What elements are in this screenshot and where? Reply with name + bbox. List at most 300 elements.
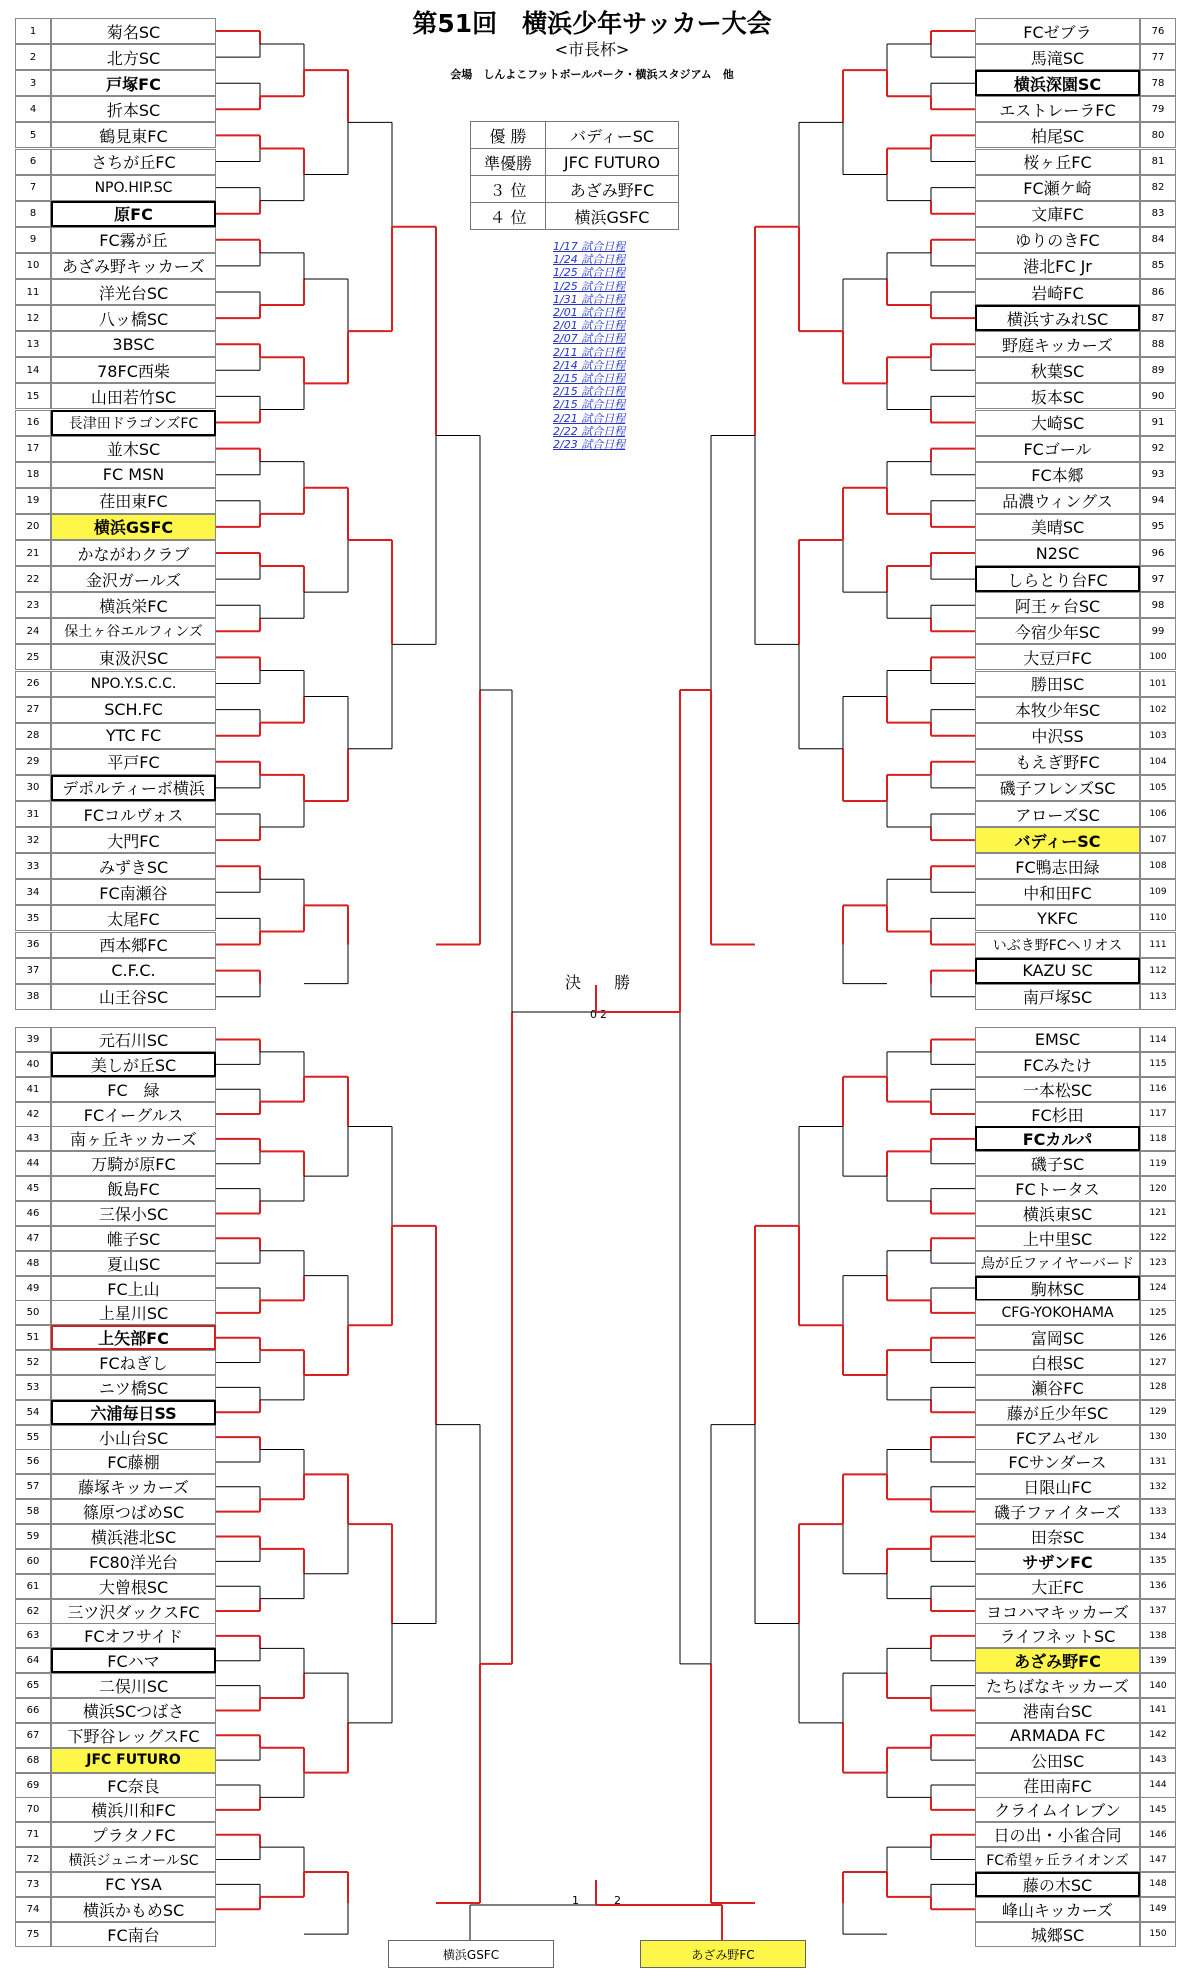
team-number: 38 [15, 984, 51, 1010]
schedule-link[interactable]: 2/01 試合日程 [553, 319, 626, 333]
result-row: ３ 位 あざみ野FC [471, 176, 679, 203]
team-name: 三保小SC [51, 1201, 216, 1226]
third-place-left-team: 横浜GSFC [388, 1940, 554, 1968]
team-name: FC奈良 [51, 1773, 216, 1798]
team-number: 55 [15, 1425, 51, 1450]
result-row: 優 勝 バディーSC [471, 122, 679, 149]
team-number: 105 [1140, 775, 1176, 801]
team-name: 品濃ウィングス [975, 488, 1140, 514]
team-name: 本牧少年SC [975, 697, 1140, 723]
team-name: FC MSN [51, 462, 216, 488]
team-number: 114 [1140, 1027, 1176, 1052]
schedule-link[interactable]: 2/01 試合日程 [553, 306, 626, 320]
team-number: 113 [1140, 984, 1176, 1010]
team-name: あざみ野FC [975, 1648, 1140, 1673]
team-name: 富岡SC [975, 1325, 1140, 1350]
team-name: NPO.HIP.SC [51, 175, 216, 201]
team-number: 10 [15, 253, 51, 279]
team-number: 132 [1140, 1474, 1176, 1499]
team-name: FCハマ [51, 1648, 216, 1673]
team-name: 藤の木SC [975, 1872, 1140, 1897]
team-number: 68 [15, 1748, 51, 1773]
team-name: 菊名SC [51, 18, 216, 44]
team-number: 127 [1140, 1350, 1176, 1375]
team-name: FC南台 [51, 1922, 216, 1947]
team-name: 上矢部FC [51, 1325, 216, 1350]
team-name: 上星川SC [51, 1300, 216, 1325]
team-number: 34 [15, 879, 51, 905]
team-name: 田奈SC [975, 1524, 1140, 1549]
team-number: 41 [15, 1077, 51, 1102]
team-name: SCH.FC [51, 697, 216, 723]
team-name: 鶴見東FC [51, 122, 216, 148]
team-number: 17 [15, 436, 51, 462]
team-number: 67 [15, 1723, 51, 1748]
team-name: FC南瀬谷 [51, 879, 216, 905]
team-name: 桜ヶ丘FC [975, 149, 1140, 175]
team-name: FCゴール [975, 436, 1140, 462]
team-name: 瀬谷FC [975, 1375, 1140, 1400]
team-name: 大曾根SC [51, 1574, 216, 1599]
team-number: 110 [1140, 905, 1176, 931]
team-name: しらとり台FC [975, 566, 1140, 592]
team-number: 137 [1140, 1599, 1176, 1624]
team-name: 日限山FC [975, 1474, 1140, 1499]
team-number: 22 [15, 566, 51, 592]
team-number: 11 [15, 279, 51, 305]
team-number: 30 [15, 775, 51, 801]
team-name: 北方SC [51, 44, 216, 70]
team-number: 106 [1140, 801, 1176, 827]
team-name: 勝田SC [975, 671, 1140, 697]
team-number: 95 [1140, 514, 1176, 540]
team-name: 下野谷レッグスFC [51, 1723, 216, 1748]
team-name: 中沢SS [975, 723, 1140, 749]
team-name: FC上山 [51, 1276, 216, 1301]
team-number: 142 [1140, 1723, 1176, 1748]
team-name: 白根SC [975, 1350, 1140, 1375]
team-name: EMSC [975, 1027, 1140, 1052]
team-name: 大正FC [975, 1574, 1140, 1599]
team-number: 33 [15, 853, 51, 879]
schedule-link[interactable]: 2/15 試合日程 [553, 385, 626, 399]
team-name: KAZU SC [975, 958, 1140, 984]
team-number: 138 [1140, 1623, 1176, 1648]
team-number: 12 [15, 305, 51, 331]
team-name: ライフネットSC [975, 1623, 1140, 1648]
team-name: 今宿少年SC [975, 618, 1140, 644]
team-name: 洋光台SC [51, 279, 216, 305]
team-name: みずきSC [51, 853, 216, 879]
team-number: 57 [15, 1474, 51, 1499]
team-number: 65 [15, 1673, 51, 1698]
team-number: 8 [15, 201, 51, 227]
team-number: 93 [1140, 462, 1176, 488]
team-name: FCイーグルス [51, 1102, 216, 1127]
page-subtitle: <市長杯> [554, 40, 630, 59]
schedule-link[interactable]: 2/07 試合日程 [553, 332, 626, 346]
team-number: 145 [1140, 1797, 1176, 1822]
team-number: 141 [1140, 1698, 1176, 1723]
team-name: 夏山SC [51, 1251, 216, 1276]
team-number: 120 [1140, 1176, 1176, 1201]
team-number: 115 [1140, 1052, 1176, 1077]
team-name: 峰山キッカーズ [975, 1897, 1140, 1922]
team-number: 148 [1140, 1872, 1176, 1897]
team-number: 56 [15, 1449, 51, 1474]
team-name: 野庭キッカーズ [975, 331, 1140, 357]
team-number: 125 [1140, 1300, 1176, 1325]
team-name: 六浦毎日SS [51, 1400, 216, 1425]
team-number: 66 [15, 1698, 51, 1723]
team-name: プラタノFC [51, 1822, 216, 1847]
team-name: 東汲沢SC [51, 644, 216, 670]
team-name: アローズSC [975, 801, 1140, 827]
team-number: 13 [15, 331, 51, 357]
team-name: FC YSA [51, 1872, 216, 1897]
team-name: FC 緑 [51, 1077, 216, 1102]
team-number: 143 [1140, 1748, 1176, 1773]
team-number: 76 [1140, 18, 1176, 44]
team-name: 駒林SC [975, 1276, 1140, 1301]
team-number: 72 [15, 1847, 51, 1872]
team-number: 42 [15, 1102, 51, 1127]
team-name: サザンFC [975, 1549, 1140, 1574]
team-number: 144 [1140, 1773, 1176, 1798]
team-name: たちばなキッカーズ [975, 1673, 1140, 1698]
team-number: 27 [15, 697, 51, 723]
team-name: 馬滝SC [975, 44, 1140, 70]
team-number: 14 [15, 357, 51, 383]
team-number: 81 [1140, 149, 1176, 175]
team-number: 31 [15, 801, 51, 827]
team-name: 横浜かもめSC [51, 1897, 216, 1922]
team-name: 荏田東FC [51, 488, 216, 514]
team-number: 36 [15, 932, 51, 958]
team-number: 4 [15, 96, 51, 122]
team-number: 26 [15, 671, 51, 697]
team-number: 83 [1140, 201, 1176, 227]
team-number: 52 [15, 1350, 51, 1375]
schedule-link[interactable]: 1/25 試合日程 [553, 266, 626, 280]
team-number: 32 [15, 827, 51, 853]
team-number: 45 [15, 1176, 51, 1201]
team-number: 39 [15, 1027, 51, 1052]
team-name: バディーSC [975, 827, 1140, 853]
team-name: 鳥が丘ファイヤーバード [975, 1251, 1140, 1276]
team-number: 140 [1140, 1673, 1176, 1698]
team-number: 124 [1140, 1276, 1176, 1301]
team-name: CFG-YOKOHAMA [975, 1300, 1140, 1325]
final-label: 決 勝 [565, 973, 645, 992]
team-number: 80 [1140, 122, 1176, 148]
team-name: FC霧が丘 [51, 227, 216, 253]
team-number: 21 [15, 540, 51, 566]
team-name: 磯子SC [975, 1151, 1140, 1176]
team-name: 磯子ファイターズ [975, 1499, 1140, 1524]
team-name: 二俣川SC [51, 1673, 216, 1698]
team-number: 107 [1140, 827, 1176, 853]
team-number: 111 [1140, 932, 1176, 958]
schedule-link[interactable]: 2/21 試合日程 [553, 411, 626, 425]
team-name: 西本郷FC [51, 932, 216, 958]
team-name: 並木SC [51, 436, 216, 462]
team-number: 58 [15, 1499, 51, 1524]
team-number: 100 [1140, 644, 1176, 670]
team-name: 港北FC Jr [975, 253, 1140, 279]
team-name: FCオフサイド [51, 1623, 216, 1648]
team-number: 74 [15, 1897, 51, 1922]
team-number: 103 [1140, 723, 1176, 749]
schedule-link[interactable]: 2/15 試合日程 [553, 398, 626, 412]
team-name: FC杉田 [975, 1102, 1140, 1127]
team-name: あざみ野キッカーズ [51, 253, 216, 279]
team-name: 折本SC [51, 96, 216, 122]
team-name: クライムイレブン [975, 1797, 1140, 1822]
team-number: 89 [1140, 357, 1176, 383]
team-name: FCゼブラ [975, 18, 1140, 44]
page-title: 第51回 横浜少年サッカー大会 [412, 9, 772, 38]
team-name: 藤塚キッカーズ [51, 1474, 216, 1499]
team-name: 文庫FC [975, 201, 1140, 227]
team-number: 46 [15, 1201, 51, 1226]
team-name: 長津田ドラゴンズFC [51, 410, 216, 436]
team-name: もえぎ野FC [975, 749, 1140, 775]
team-name: FC希望ヶ丘ライオンズ [975, 1847, 1140, 1872]
schedule-link[interactable]: 2/22 試合日程 [553, 424, 626, 438]
team-name: 3BSC [51, 331, 216, 357]
team-number: 147 [1140, 1847, 1176, 1872]
team-number: 75 [15, 1922, 51, 1947]
team-name: 柏尾SC [975, 122, 1140, 148]
team-name: 八ッ橋SC [51, 305, 216, 331]
team-name: FC瀬ケ崎 [975, 175, 1140, 201]
team-name: 横浜GSFC [51, 514, 216, 540]
schedule-link[interactable]: 2/15 試合日程 [553, 372, 626, 386]
team-name: 磯子フレンズSC [975, 775, 1140, 801]
team-name: 元石川SC [51, 1027, 216, 1052]
team-name: 大門FC [51, 827, 216, 853]
team-name: 帷子SC [51, 1226, 216, 1251]
team-number: 59 [15, 1524, 51, 1549]
team-name: 三ツ沢ダックスFC [51, 1599, 216, 1624]
team-name: 戸塚FC [51, 70, 216, 96]
team-number: 97 [1140, 566, 1176, 592]
team-number: 146 [1140, 1822, 1176, 1847]
team-number: 24 [15, 618, 51, 644]
team-name: 飯島FC [51, 1176, 216, 1201]
team-number: 82 [1140, 175, 1176, 201]
team-name: FC80洋光台 [51, 1549, 216, 1574]
team-number: 112 [1140, 958, 1176, 984]
team-name: かながわクラブ [51, 540, 216, 566]
team-name: 平戸FC [51, 749, 216, 775]
team-number: 71 [15, 1822, 51, 1847]
team-number: 37 [15, 958, 51, 984]
team-name: 城郷SC [975, 1922, 1140, 1947]
team-number: 118 [1140, 1126, 1176, 1151]
team-number: 16 [15, 410, 51, 436]
team-number: 48 [15, 1251, 51, 1276]
team-name: ニツ橋SC [51, 1375, 216, 1400]
team-name: さちが丘FC [51, 149, 216, 175]
team-number: 53 [15, 1375, 51, 1400]
team-number: 109 [1140, 879, 1176, 905]
team-name: NPO.Y.S.C.C. [51, 671, 216, 697]
final-score-right: 2 [600, 1008, 607, 1021]
team-name: 横浜ジュニオールSC [51, 1847, 216, 1872]
team-name: N2SC [975, 540, 1140, 566]
final-score-left: 0 [590, 1008, 597, 1021]
third-place-right-score: 2 [614, 1894, 621, 1907]
team-number: 135 [1140, 1549, 1176, 1574]
team-number: 84 [1140, 227, 1176, 253]
team-number: 96 [1140, 540, 1176, 566]
team-name: FC藤棚 [51, 1449, 216, 1474]
team-name: 山田若竹SC [51, 383, 216, 409]
team-number: 121 [1140, 1201, 1176, 1226]
team-number: 102 [1140, 697, 1176, 723]
team-name: 一本松SC [975, 1077, 1140, 1102]
team-number: 44 [15, 1151, 51, 1176]
team-name: 公田SC [975, 1748, 1140, 1773]
team-number: 94 [1140, 488, 1176, 514]
schedule-link[interactable]: 1/24 試合日程 [553, 253, 626, 267]
team-number: 90 [1140, 383, 1176, 409]
team-name: 大崎SC [975, 410, 1140, 436]
team-number: 15 [15, 383, 51, 409]
team-name: 横浜すみれSC [975, 305, 1140, 331]
team-name: 秋葉SC [975, 357, 1140, 383]
team-name: 荏田南FC [975, 1773, 1140, 1798]
team-number: 60 [15, 1549, 51, 1574]
team-number: 85 [1140, 253, 1176, 279]
team-number: 119 [1140, 1151, 1176, 1176]
team-number: 104 [1140, 749, 1176, 775]
team-name: ARMADA FC [975, 1723, 1140, 1748]
team-name: 横浜川和FC [51, 1797, 216, 1822]
team-name: 南ヶ丘キッカーズ [51, 1126, 216, 1151]
team-number: 54 [15, 1400, 51, 1425]
team-name: FCねぎし [51, 1350, 216, 1375]
team-number: 122 [1140, 1226, 1176, 1251]
team-number: 3 [15, 70, 51, 96]
team-number: 73 [15, 1872, 51, 1897]
team-name: 港南台SC [975, 1698, 1140, 1723]
team-name: YTC FC [51, 723, 216, 749]
team-number: 99 [1140, 618, 1176, 644]
team-number: 7 [15, 175, 51, 201]
team-name: 万騎が原FC [51, 1151, 216, 1176]
team-number: 49 [15, 1276, 51, 1301]
schedule-link[interactable]: 2/11 試合日程 [553, 345, 626, 359]
team-name: 山王谷SC [51, 984, 216, 1010]
team-number: 43 [15, 1126, 51, 1151]
team-number: 126 [1140, 1325, 1176, 1350]
team-name: C.F.C. [51, 958, 216, 984]
team-name: 岩崎FC [975, 279, 1140, 305]
team-name: 篠原つばめSC [51, 1499, 216, 1524]
team-number: 79 [1140, 96, 1176, 122]
team-number: 108 [1140, 853, 1176, 879]
team-number: 98 [1140, 592, 1176, 618]
team-name: 78FC西柴 [51, 357, 216, 383]
team-name: 美晴SC [975, 514, 1140, 540]
team-name: いぶき野FCヘリオス [975, 932, 1140, 958]
team-number: 91 [1140, 410, 1176, 436]
team-name: FCトータス [975, 1176, 1140, 1201]
team-name: 坂本SC [975, 383, 1140, 409]
team-number: 29 [15, 749, 51, 775]
team-number: 133 [1140, 1499, 1176, 1524]
team-number: 63 [15, 1623, 51, 1648]
team-number: 47 [15, 1226, 51, 1251]
team-name: 金沢ガールズ [51, 566, 216, 592]
team-number: 134 [1140, 1524, 1176, 1549]
team-number: 18 [15, 462, 51, 488]
team-number: 139 [1140, 1648, 1176, 1673]
team-number: 28 [15, 723, 51, 749]
third-place-left-score: 1 [572, 1894, 579, 1907]
team-number: 62 [15, 1599, 51, 1624]
team-number: 19 [15, 488, 51, 514]
team-name: 藤が丘少年SC [975, 1400, 1140, 1425]
team-number: 25 [15, 644, 51, 670]
team-number: 130 [1140, 1425, 1176, 1450]
team-name: 横浜港北SC [51, 1524, 216, 1549]
team-number: 40 [15, 1052, 51, 1077]
team-name: 横浜SCつばさ [51, 1698, 216, 1723]
team-name: 横浜栄FC [51, 592, 216, 618]
team-name: 中和田FC [975, 879, 1140, 905]
team-number: 136 [1140, 1574, 1176, 1599]
team-number: 9 [15, 227, 51, 253]
team-name: 原FC [51, 201, 216, 227]
schedule-link[interactable]: 1/25 試合日程 [553, 279, 626, 293]
schedule-link[interactable]: 1/31 試合日程 [553, 292, 626, 306]
team-name: FCコルヴォス [51, 801, 216, 827]
result-row: 準優勝 JFC FUTURO [471, 149, 679, 176]
team-name: FCカルパ [975, 1126, 1140, 1151]
team-number: 61 [15, 1574, 51, 1599]
team-number: 23 [15, 592, 51, 618]
team-name: YKFC [975, 905, 1140, 931]
team-number: 88 [1140, 331, 1176, 357]
team-number: 1 [15, 18, 51, 44]
venue-text: 会場 しんよこフットボールパーク・横浜スタジアム 他 [450, 68, 734, 81]
team-name: 横浜深園SC [975, 70, 1140, 96]
team-name: JFC FUTURO [51, 1748, 216, 1773]
team-name: FCみたけ [975, 1052, 1140, 1077]
team-name: 大豆戸FC [975, 644, 1140, 670]
schedule-link[interactable]: 1/17 試合日程 [553, 240, 626, 253]
team-name: 横浜東SC [975, 1201, 1140, 1226]
team-name: FC鴨志田緑 [975, 853, 1140, 879]
schedule-link[interactable]: 2/14 試合日程 [553, 358, 626, 372]
team-number: 116 [1140, 1077, 1176, 1102]
schedule-link[interactable]: 2/23 試合日程 [553, 438, 626, 452]
team-name: 上中里SC [975, 1226, 1140, 1251]
team-name: 太尾FC [51, 905, 216, 931]
team-number: 77 [1140, 44, 1176, 70]
team-name: 小山台SC [51, 1425, 216, 1450]
team-number: 5 [15, 122, 51, 148]
team-number: 87 [1140, 305, 1176, 331]
team-number: 128 [1140, 1375, 1176, 1400]
team-name: 保土ヶ谷エルフィンズ [51, 618, 216, 644]
team-name: FCサンダース [975, 1449, 1140, 1474]
team-name: ヨコハマキッカーズ [975, 1599, 1140, 1624]
